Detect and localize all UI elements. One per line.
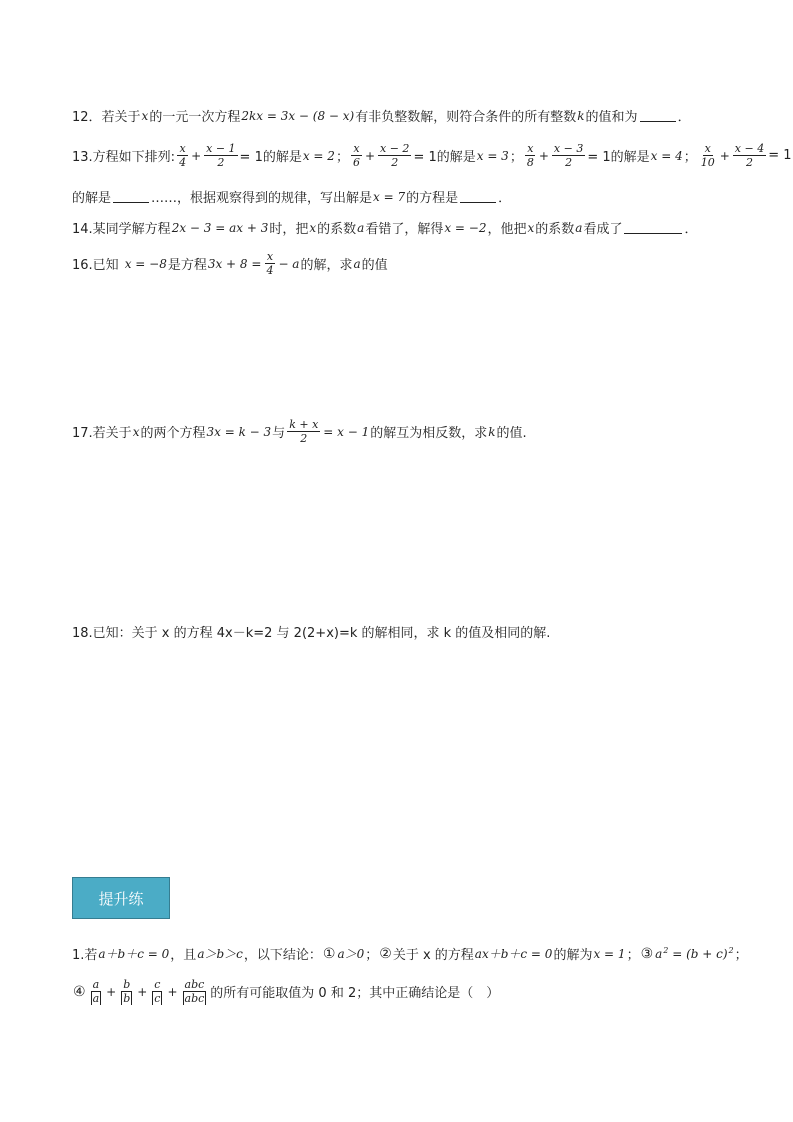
q16-fraction <box>264 250 275 277</box>
q13-f2-numerator: x − 1 <box>206 142 236 155</box>
p1-plus-3: + <box>167 984 178 999</box>
p1-fraction-4 <box>181 978 209 1005</box>
q12-text-f: 的值和为 <box>585 110 638 125</box>
q13-eq4-text: = 1 <box>768 148 792 163</box>
q14-solution: x = −2 <box>444 220 487 235</box>
p1-f1-numerator: a <box>92 978 100 991</box>
q13-f4-denominator: 2 <box>391 156 399 169</box>
q16-f-denominator: 4 <box>266 264 274 277</box>
q13-separator-1: ； <box>335 150 349 165</box>
q17-f-denominator: 2 <box>300 432 308 445</box>
q14-answer-blank <box>624 221 682 234</box>
q12-end: ． <box>677 110 691 125</box>
question-13-line-2 <box>72 187 511 206</box>
p1-f3-denominator: c <box>154 992 161 1005</box>
q13-f1-numerator: x <box>179 142 186 155</box>
p1-circle-1: ① <box>322 945 336 962</box>
q13-fraction-8 <box>733 142 766 169</box>
question-16 <box>72 250 388 277</box>
q17-text-a: 17.若关于 <box>72 426 132 441</box>
q16-equation-left: 3x + 8 = <box>207 256 262 271</box>
q13-answer-blank-1 <box>113 190 149 203</box>
q13-solution-2: x = 3 <box>476 148 509 163</box>
question-13-line-1 <box>72 142 792 169</box>
q13-separator-2: ； <box>509 150 523 165</box>
q17-text-c: 与 <box>272 426 286 441</box>
q12-text-c: 的一元一次方程 <box>149 110 241 125</box>
q13-fraction-5 <box>525 142 536 169</box>
q14-var-a-1: a <box>357 220 365 235</box>
p1-statement-2-solution: x = 1 <box>593 946 626 961</box>
q13-fraction-6 <box>552 142 585 169</box>
q14-var-x-2: x <box>527 220 535 235</box>
q13-f5-numerator: x <box>527 142 534 155</box>
p1-statement-2-text: 关于 x 的方程 <box>392 948 474 963</box>
q13-eq1-text: = 1的解是 <box>239 150 302 165</box>
section-label-tisheng <box>72 877 170 919</box>
p1-f2-numerator: b <box>123 978 131 991</box>
q13-eq2-text: = 1的解是 <box>413 150 476 165</box>
q12-answer-blank <box>640 109 676 122</box>
question-17 <box>72 418 527 445</box>
p1-fraction-1 <box>89 978 104 1005</box>
p1-f1-denominator: a <box>92 992 100 1005</box>
q13-fraction-4 <box>378 142 411 169</box>
q17-fraction <box>287 418 320 445</box>
p1-plus-1: + <box>106 984 117 999</box>
p1-f4-denominator: abc <box>184 992 205 1005</box>
q13-plus-2: + <box>364 148 376 163</box>
p1-text-b: ，且 <box>170 948 197 963</box>
q17-f-numerator: k + x <box>289 418 319 431</box>
p1-plus-2: + <box>137 984 148 999</box>
q13-f7-denominator: 10 <box>700 156 715 169</box>
q13-f7-numerator: x <box>704 142 711 155</box>
q14-text-d: 看错了，解得 <box>365 222 444 237</box>
q13-plus-1: + <box>191 148 202 163</box>
q16-f-numerator: x <box>266 250 274 263</box>
p1-s3-var-a: a <box>655 947 663 961</box>
p1-statement-2-equation: ax＋b＋c = 0 <box>474 947 553 961</box>
q17-var-x: x <box>132 424 140 439</box>
p1-f4-numerator: abc <box>184 978 205 991</box>
q13-f5-denominator: 8 <box>526 156 534 169</box>
p1-fraction-3 <box>150 978 164 1005</box>
q13-solution-3: x = 4 <box>650 148 683 163</box>
q14-text-f: 的系数 <box>535 222 575 237</box>
q13-solution-7: x = 7 <box>373 189 406 204</box>
q13-plus-3: + <box>538 148 549 163</box>
q13-line2-text-a: 的解是 <box>72 191 112 206</box>
q12-text-a: 12．若关于 <box>72 110 141 125</box>
p1-f3-numerator: c <box>154 978 161 991</box>
q17-equation-2: = x − 1 <box>323 424 370 439</box>
q13-fraction-2 <box>204 142 237 169</box>
q13-fraction-7 <box>699 142 717 169</box>
q16-solution: x = −8 <box>124 256 167 271</box>
p1-tail-text: 的所有可能取值为 0 和 2；其中正确结论是（ ） <box>210 986 500 1001</box>
q13-f3-numerator: x <box>353 142 360 155</box>
q14-var-a-2: a <box>575 220 583 235</box>
q14-text-e: ，他把 <box>487 222 527 237</box>
p1-separator-2: ； <box>626 948 640 963</box>
p1-text-a: 1.若 <box>72 948 98 963</box>
q14-equation: 2x − 3 = ax + 3 <box>171 220 269 235</box>
q13-plus-4: + <box>719 148 730 163</box>
q14-text-b: 时，把 <box>269 222 309 237</box>
q13-fraction-3 <box>351 142 362 169</box>
p1-s3-exponent-2: 2 <box>728 946 734 955</box>
q14-var-x-1: x <box>309 220 317 235</box>
problem-1-line-1 <box>72 944 748 963</box>
p1-circle-3: ③ <box>640 945 654 962</box>
question-14 <box>72 218 697 237</box>
p1-s3-exponent: 2 <box>663 946 669 955</box>
p1-f2-denominator: b <box>123 992 131 1005</box>
q14-text-g: 看成了 <box>583 222 623 237</box>
p1-statement-3 <box>655 946 734 961</box>
q16-text-c: 的解，求 <box>300 258 353 273</box>
q13-f6-numerator: x − 3 <box>553 142 584 155</box>
p1-equation: a＋b＋c = 0 <box>98 947 170 961</box>
q16-text-b: 是方程 <box>167 258 207 273</box>
q13-line2-text-c: 的方程是 <box>406 191 459 206</box>
q14-end: ． <box>684 222 698 237</box>
q14-text-c: 的系数 <box>317 222 357 237</box>
q16-text-a: 16.已知 <box>72 258 119 273</box>
p1-circle-2: ② <box>379 945 392 962</box>
p1-circle-4: ④ <box>73 983 86 1000</box>
p1-text-c: ，以下结论： <box>243 948 322 963</box>
q13-f8-denominator: 2 <box>746 156 753 169</box>
q16-text-d: 的值 <box>361 258 388 273</box>
q16-var-a: a <box>353 256 361 271</box>
q13-fraction-1 <box>177 142 188 169</box>
q13-f6-denominator: 2 <box>565 156 573 169</box>
q12-equation: 2kx = 3x − (8 − x) <box>241 108 355 123</box>
q13-f8-numerator: x − 4 <box>734 142 765 155</box>
question-12 <box>72 106 691 125</box>
q13-f1-denominator: 4 <box>179 156 187 169</box>
q13-f3-denominator: 6 <box>352 156 360 169</box>
q13-end: ． <box>498 191 512 206</box>
q18-text: 18.已知：关于 x 的方程 4x－k=2 与 2(2+x)=k 的解相同，求 k 的值及相同的解. <box>72 626 551 641</box>
q13-solution-1: x = 2 <box>302 148 335 163</box>
q13-text-a: 13.方程如下排列: <box>72 150 176 165</box>
p1-s3-right: = (b + c) <box>672 947 728 961</box>
q17-text-e: 的值. <box>496 426 527 441</box>
p1-statement-1: a＞0 <box>337 947 365 961</box>
question-18 <box>72 622 550 641</box>
section-label-text: 提升练 <box>98 889 144 908</box>
q17-equation-1: 3x = k − 3 <box>206 424 272 439</box>
q12-var-k: k <box>577 108 585 123</box>
q12-var-x: x <box>141 108 149 123</box>
p1-statement-2-text-b: 的解为 <box>553 948 593 963</box>
p1-separator-3: ； <box>734 948 748 963</box>
q13-line2-text-b: ……，根据观察得到的规律，写出解是 <box>151 191 373 206</box>
q12-text-d: 有非负整数解，则符合条件的所有整数 <box>355 110 577 125</box>
q13-f4-numerator: x − 2 <box>380 142 410 155</box>
p1-inequality: a＞b＞c <box>197 947 243 961</box>
q14-text-a: 14.某同学解方程 <box>72 222 171 237</box>
p1-fraction-2 <box>119 978 134 1005</box>
q13-separator-3: ； <box>683 150 697 165</box>
q17-text-d: 的解互为相反数，求 <box>370 426 488 441</box>
q13-f2-denominator: 2 <box>217 156 225 169</box>
q13-eq3-text: = 1的解是 <box>587 150 650 165</box>
p1-separator-1: ； <box>365 948 379 963</box>
q16-equation-right: − a <box>278 256 300 271</box>
q13-answer-blank-2 <box>460 190 496 203</box>
q17-text-b: 的两个方程 <box>140 426 206 441</box>
q17-var-k: k <box>488 424 496 439</box>
problem-1-line-2 <box>72 978 499 1005</box>
